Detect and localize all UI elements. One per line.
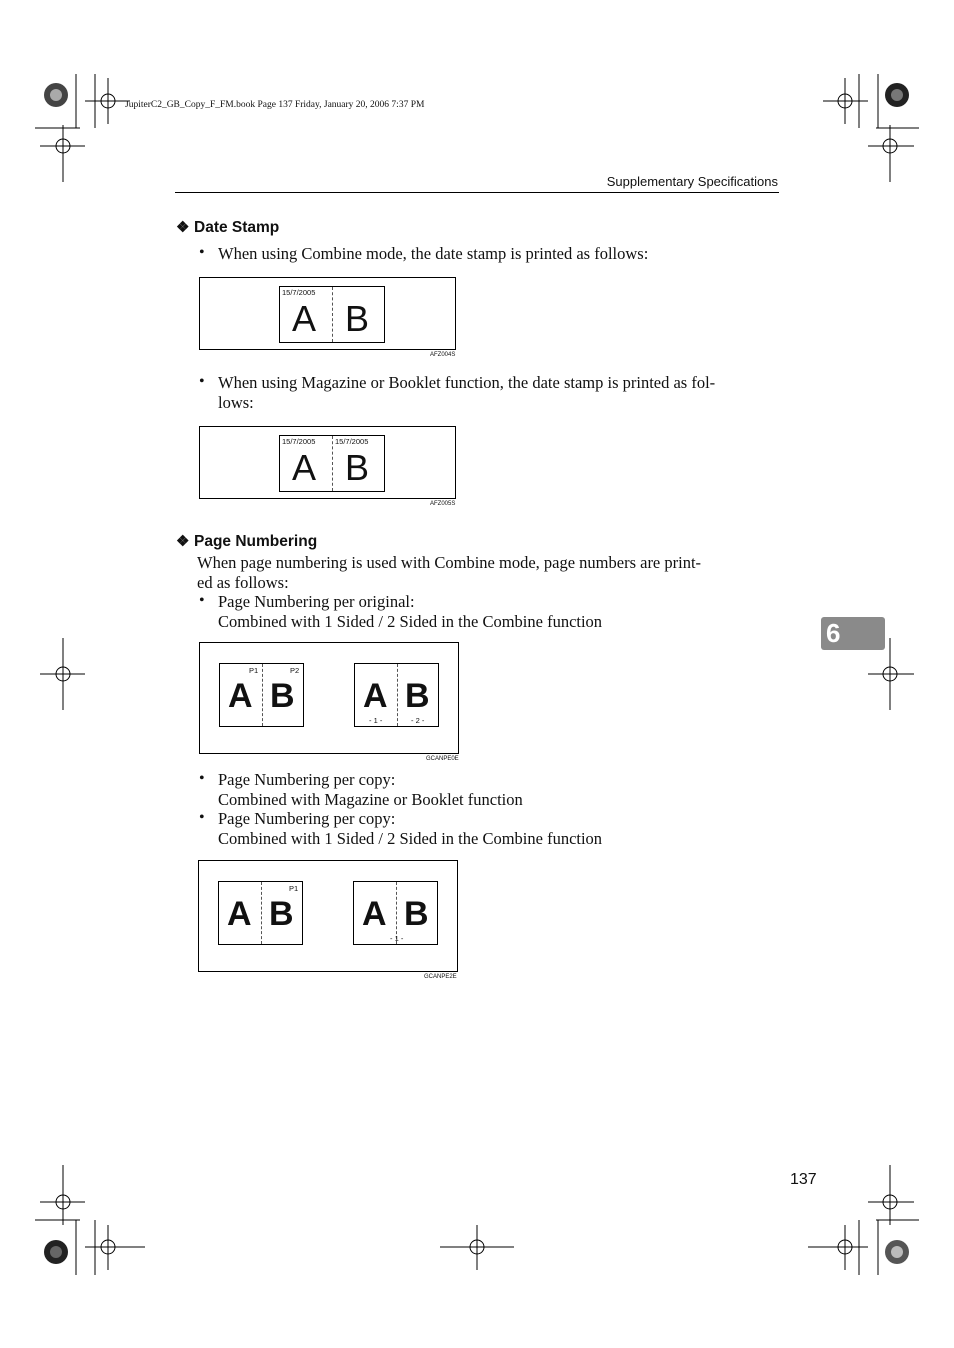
date-stamp-combine-figure xyxy=(199,277,456,350)
page-letter-a: A xyxy=(362,895,387,933)
text-line: Combined with 1 Sided / 2 Sided in the Combine function xyxy=(218,611,603,631)
page-number-right: - 2 - xyxy=(411,716,425,725)
date-stamp-combine-text: When using Combine mode, the date stamp is printed as follows: xyxy=(218,244,649,263)
text-line: Combined with 1 Sided / 2 Sided in the Combine function xyxy=(218,828,603,848)
sheet-page-labels xyxy=(218,881,303,945)
page-label-left: P1 xyxy=(249,666,259,675)
header-rule xyxy=(175,192,779,193)
page-number-right: - 1 - xyxy=(390,934,404,943)
page-number-left: - 1 - xyxy=(369,716,383,725)
print-note: JupiterC2_GB_Copy_F_FM.book Page 137 Friday, January 20, 2006 7:37 PM xyxy=(125,100,425,110)
page-letter-b: B xyxy=(270,677,295,715)
text-line: Page Numbering per original: xyxy=(218,592,415,611)
page-label-right: P2 xyxy=(290,666,300,675)
page-letter-a: A xyxy=(363,677,388,715)
per-original-text xyxy=(218,592,602,631)
bullet-icon: • xyxy=(199,770,205,787)
bullet-icon: • xyxy=(199,373,205,390)
page-letter-b: B xyxy=(345,298,370,339)
page-letter-a: A xyxy=(292,447,317,488)
date-stamp-heading-label: Date Stamp xyxy=(194,219,280,236)
per-copy-combine-text xyxy=(218,809,602,848)
date-stamp-magazine-text xyxy=(218,373,715,412)
page-letter-b: B xyxy=(345,447,370,488)
page-letter-a: A xyxy=(227,895,252,933)
figure-code: AFZ004S xyxy=(430,352,456,358)
page-letter-b: B xyxy=(269,895,294,933)
text-line: Page Numbering per copy: xyxy=(218,809,396,828)
text-line: When page numbering is used with Combine mode, page numbers are print- xyxy=(197,553,702,572)
bullet-icon: • xyxy=(199,809,205,826)
page-numbering-heading-label: Page Numbering xyxy=(194,533,318,550)
sheet-page-numbers xyxy=(353,881,438,945)
page-numbering-intro xyxy=(197,553,701,592)
fold-line xyxy=(332,287,333,342)
date-stamp-text: 15/7/2005 xyxy=(282,288,316,297)
sheet-page-labels xyxy=(219,663,304,727)
page-number: 137 xyxy=(790,1171,817,1188)
sheet-page-numbers xyxy=(354,663,439,727)
running-header: Supplementary Specifications xyxy=(606,174,778,189)
page-letter-b: B xyxy=(404,895,429,933)
date-stamp-text-right: 15/7/2005 xyxy=(335,437,369,446)
text-line: ed as follows: xyxy=(197,572,289,592)
per-copy-figure xyxy=(198,860,458,972)
page-letter-a: A xyxy=(228,677,253,715)
text-line: lows: xyxy=(218,392,254,412)
page-letter-a: A xyxy=(292,298,317,339)
bullet-icon: • xyxy=(199,592,205,609)
page-letter-b: B xyxy=(405,677,430,715)
diamond-bullet-icon: ❖ xyxy=(176,219,190,236)
figure-code: GCANPE0E xyxy=(426,756,459,762)
combined-sheet xyxy=(279,286,385,343)
figure-code: AFZ005S xyxy=(430,501,456,507)
date-stamp-text-left: 15/7/2005 xyxy=(282,437,316,446)
diamond-bullet-icon: ❖ xyxy=(176,533,190,550)
bullet-icon: • xyxy=(199,244,205,261)
figure-code: GCANPE2E xyxy=(424,974,457,980)
fold-line xyxy=(262,664,263,726)
fold-line xyxy=(261,882,262,944)
fold-line xyxy=(397,664,398,726)
date-stamp-magazine-figure xyxy=(199,426,456,499)
chapter-tab: 6 xyxy=(821,617,885,650)
combined-sheet xyxy=(279,435,385,492)
text-line: When using Magazine or Booklet function, the date stamp is printed as fol- xyxy=(218,373,716,392)
text-line: Page Numbering per copy: xyxy=(218,770,396,789)
page-numbering-heading xyxy=(176,532,317,551)
page-label-right: P1 xyxy=(289,884,299,893)
text-line: Combined with Magazine or Booklet function xyxy=(218,789,523,809)
fold-line xyxy=(332,436,333,491)
per-copy-magazine-text xyxy=(218,770,523,809)
per-original-figure xyxy=(199,642,459,754)
date-stamp-heading xyxy=(176,218,279,237)
